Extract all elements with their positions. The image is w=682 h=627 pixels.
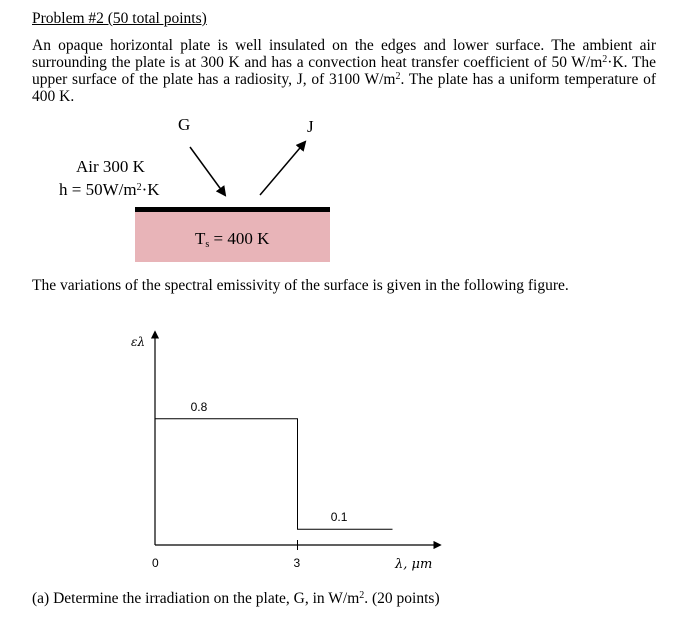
- statement-line-2: surrounding the plate is at 300 K and has a convection heat transfer coefficient of 50 $W/m^2\cdot K$. The: [32, 54, 656, 71]
- emissivity-intro-text: The variations of the spectral emissivity of the surface is given in the following figure.: [32, 277, 569, 294]
- radiosity-label: J: [307, 117, 314, 136]
- x-axis-label: λ, μm: [395, 557, 433, 572]
- surface-temperature-label: $T_s = 400$ K: [195, 229, 270, 250]
- y-axis-label: ελ: [131, 335, 146, 349]
- question-a: (a) Determine the irradiation on the plate, G, in $W/m^2$. (20 points): [32, 590, 440, 607]
- statement-line-4: 400 K.: [32, 88, 75, 105]
- data-label-0-1: 0.1: [330, 510, 348, 525]
- statement-line-3: upper surface of the plate has a radiosity, J, of 3100 $W/m^2$. The plate has a uniform temperature of: [32, 71, 656, 88]
- irradiation-label: G: [178, 115, 191, 134]
- air-temperature-label: Air 300 K: [76, 157, 145, 176]
- problem-title: Problem #2 (50 total points): [32, 10, 207, 27]
- data-label-0-8: 0.8: [190, 399, 208, 414]
- statement-line-1: An opaque horizontal plate is well insulated on the edges and lower surface. The ambient air: [32, 37, 656, 54]
- emissivity-series-line: [155, 419, 393, 529]
- x-tick-label-0: 0: [152, 556, 159, 570]
- x-tick-label-3: 3: [293, 556, 301, 570]
- convection-coefficient-label: $h = 50W/m^2\cdot K$: [59, 180, 160, 199]
